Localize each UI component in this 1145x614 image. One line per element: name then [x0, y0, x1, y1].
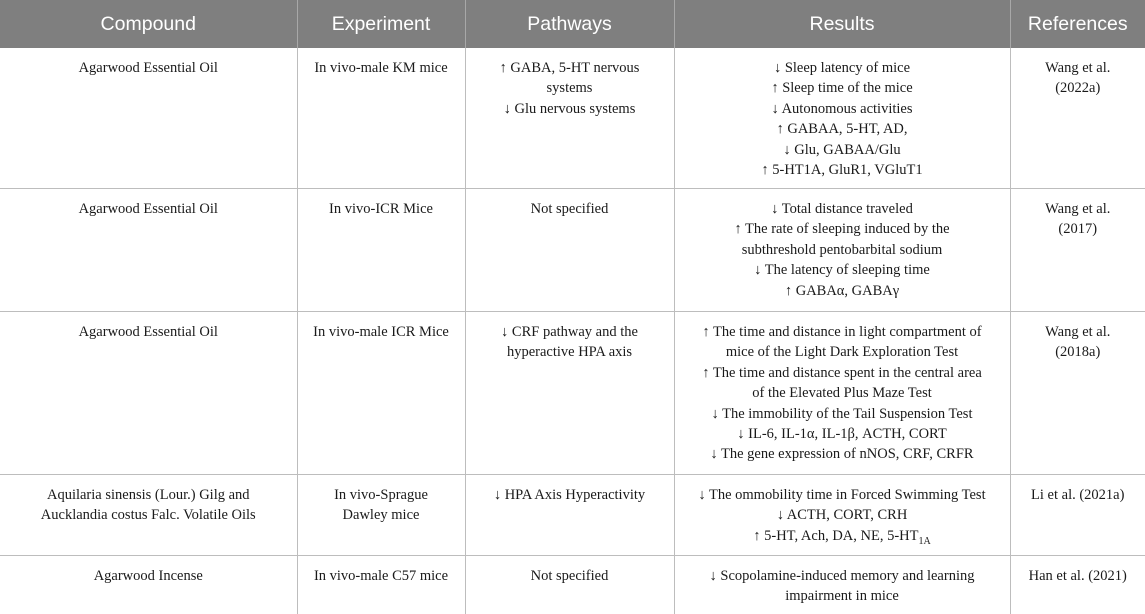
cell-line: mice of the Light Dark Exploration Test: [681, 342, 1004, 362]
cell-line: Agarwood Essential Oil: [6, 322, 291, 342]
cell-compound: [0, 312, 297, 475]
cell-line: Wang et al.: [1017, 199, 1140, 219]
cell-line: ↓ IL-6, IL-1α, IL-1β, ACTH, CORT: [681, 424, 1004, 444]
cell-line: ↑ The time and distance in light compartment of: [681, 322, 1004, 342]
header-experiment: Experiment: [297, 0, 465, 48]
cell-line: ↓ The gene expression of nNOS, CRF, CRFR: [681, 444, 1004, 464]
table-row: [0, 475, 1145, 556]
cell-line: of the Elevated Plus Maze Test: [681, 383, 1004, 403]
cell-line: Han et al. (2021): [1017, 566, 1140, 586]
cell-line: subthreshold pentobarbital sodium: [681, 240, 1004, 260]
results-line-text: ↑ 5-HT, Ach, DA, NE, 5-HT: [753, 528, 918, 544]
table-row: [0, 48, 1145, 189]
cell-line: ↓ Sleep latency of mice: [681, 58, 1004, 78]
cell-references: [1010, 312, 1145, 475]
cell-line: ↑ GABAA, 5-HT, AD,: [681, 119, 1004, 139]
cell-line: ↑ The time and distance spent in the central area: [681, 363, 1004, 383]
cell-line: systems: [472, 78, 668, 98]
cell-pathways: [465, 189, 674, 312]
cell-experiment: [297, 475, 465, 556]
cell-line: In vivo-ICR Mice: [304, 199, 459, 219]
cell-line: (2018a): [1017, 342, 1140, 362]
cell-line: Aquilaria sinensis (Lour.) Gilg and: [6, 485, 291, 505]
cell-pathways: [465, 48, 674, 189]
cell-references: [1010, 556, 1145, 614]
cell-line: ↑ 5-HT1A, GluR1, VGluT1: [681, 160, 1004, 180]
cell-line: ↓ Total distance traveled: [681, 199, 1004, 219]
header-compound: Compound: [0, 0, 297, 48]
cell-pathways: [465, 556, 674, 614]
cell-line: In vivo-male C57 mice: [304, 566, 459, 586]
cell-line: ↓ Autonomous activities: [681, 99, 1004, 119]
cell-references: [1010, 475, 1145, 556]
cell-pathways: [465, 312, 674, 475]
cell-line: Not specified: [472, 199, 668, 219]
table-row: [0, 189, 1145, 312]
cell-experiment: [297, 556, 465, 614]
header-results: Results: [674, 0, 1010, 48]
cell-results: [674, 48, 1010, 189]
cell-line: ↓ The immobility of the Tail Suspension Test: [681, 404, 1004, 424]
cell-line: [681, 526, 1004, 546]
cell-compound: [0, 189, 297, 312]
cell-line: ↓ HPA Axis Hyperactivity: [472, 485, 668, 505]
cell-line: Agarwood Essential Oil: [6, 199, 291, 219]
cell-line: ↓ The ommobility time in Forced Swimming Test: [681, 485, 1004, 505]
cell-line: impairment in mice: [681, 586, 1004, 606]
cell-line: ↓ Scopolamine-induced memory and learning: [681, 566, 1004, 586]
cell-line: Wang et al.: [1017, 58, 1140, 78]
cell-experiment: [297, 312, 465, 475]
cell-line: Wang et al.: [1017, 322, 1140, 342]
cell-line: ↓ Glu, GABAA/Glu: [681, 140, 1004, 160]
cell-line: ↑ GABA, 5-HT nervous: [472, 58, 668, 78]
cell-line: ↑ Sleep time of the mice: [681, 78, 1004, 98]
cell-results: [674, 556, 1010, 614]
cell-results: [674, 475, 1010, 556]
subscript: 1A: [919, 536, 931, 547]
cell-line: Li et al. (2021a): [1017, 485, 1140, 505]
cell-experiment: [297, 48, 465, 189]
cell-line: ↓ ACTH, CORT, CRH: [681, 505, 1004, 525]
cell-line: (2022a): [1017, 78, 1140, 98]
cell-references: [1010, 189, 1145, 312]
cell-line: ↓ Glu nervous systems: [472, 99, 668, 119]
cell-line: Aucklandia costus Falc. Volatile Oils: [6, 505, 291, 525]
cell-line: Dawley mice: [304, 505, 459, 525]
cell-compound: [0, 48, 297, 189]
cell-experiment: [297, 189, 465, 312]
cell-compound: [0, 475, 297, 556]
cell-line: ↑ GABAα, GABAγ: [681, 281, 1004, 301]
cell-line: Not specified: [472, 566, 668, 586]
cell-line: In vivo-Sprague: [304, 485, 459, 505]
table-row: [0, 556, 1145, 614]
cell-results: [674, 189, 1010, 312]
cell-results: [674, 312, 1010, 475]
cell-line: ↓ The latency of sleeping time: [681, 260, 1004, 280]
header-references: References: [1010, 0, 1145, 48]
cell-line: In vivo-male ICR Mice: [304, 322, 459, 342]
cell-line: hyperactive HPA axis: [472, 342, 668, 362]
cell-line: In vivo-male KM mice: [304, 58, 459, 78]
table-row: [0, 312, 1145, 475]
cell-compound: [0, 556, 297, 614]
cell-line: ↑ The rate of sleeping induced by the: [681, 219, 1004, 239]
cell-references: [1010, 48, 1145, 189]
header-pathways: Pathways: [465, 0, 674, 48]
cell-line: (2017): [1017, 219, 1140, 239]
cell-line: Agarwood Incense: [6, 566, 291, 586]
header-row: [0, 0, 1145, 48]
table-header: [0, 0, 1145, 48]
cell-pathways: [465, 475, 674, 556]
cell-line: ↓ CRF pathway and the: [472, 322, 668, 342]
cell-line: Agarwood Essential Oil: [6, 58, 291, 78]
